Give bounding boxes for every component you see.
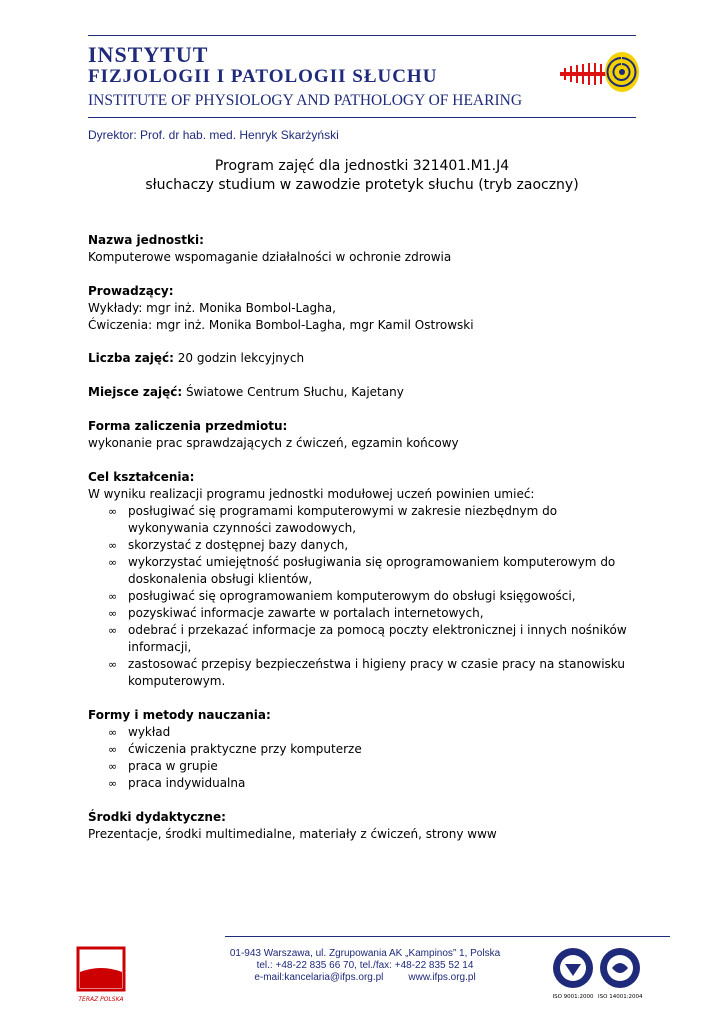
footer-contact	[220, 948, 510, 984]
list-item	[88, 758, 636, 775]
bullet-icon: ∞	[108, 556, 118, 569]
program-subtitle: słuchaczy studium w zawodzie protetyk słuchu (tryb zaoczny)	[145, 177, 579, 193]
place-value: Światowe Centrum Słuchu, Kajetany	[182, 385, 404, 399]
list-item	[88, 588, 636, 605]
footer-email-web	[220, 972, 510, 984]
section-heading: Formy i metody nauczania:	[88, 708, 271, 722]
institute-title-line2: FIZJOLOGII I PATOLOGII SŁUCHU	[88, 66, 438, 87]
footer-web: www.ifps.org.pl	[408, 972, 476, 983]
section-instructors	[88, 283, 636, 334]
section-place	[88, 384, 636, 401]
list-item-text: pozyskiwać informacje zawarte w portalach internetowych,	[128, 606, 484, 620]
section-heading: Środki dydaktyczne:	[88, 810, 226, 824]
iso-14001-label: ISO 14001:2004	[598, 994, 643, 1000]
bullet-icon: ∞	[108, 743, 118, 756]
institute-title-line1: INSTYTUT	[88, 42, 209, 67]
program-title: Program zajęć dla jednostki 321401.M1.J4	[214, 158, 510, 174]
bullet-icon: ∞	[108, 505, 118, 518]
ear-logo-icon	[560, 52, 639, 92]
footer-address: 01-943 Warszawa, ul. Zgrupowania AK „Kampinos” 1, Polska	[229, 948, 501, 959]
section-heading: Liczba zajęć:	[88, 351, 174, 365]
iso-14001-badge	[598, 946, 642, 1006]
iso-9001-badge	[551, 946, 595, 1006]
section-heading: Prowadzący:	[88, 284, 174, 298]
institute-logo	[560, 50, 642, 98]
assessment-value: wykonanie prac sprawdzających z ćwiczeń, egzamin końcowy	[88, 436, 459, 450]
exercises-instructor: Ćwiczenia: mgr inż. Monika Bombol-Lagha, mgr Kamil Ostrowski	[88, 318, 474, 332]
list-item-text: posługiwać się oprogramowaniem komputerowym do obsługi księgowości,	[128, 589, 576, 603]
teraz-polska-text: TERAZ POLSKA	[78, 996, 124, 1003]
iso-9001-label: ISO 9001:2000	[552, 994, 594, 1000]
bullet-icon: ∞	[108, 539, 118, 552]
bullet-icon: ∞	[108, 760, 118, 773]
bullet-icon: ∞	[108, 658, 118, 671]
section-assessment	[88, 418, 636, 452]
iso-registered-seal-icon	[598, 946, 642, 990]
list-item	[88, 622, 636, 656]
director-line: Dyrektor: Prof. dr hab. med. Henryk Skarżyński	[88, 128, 339, 142]
unit-name-value: Komputerowe wspomaganie działalności w ochronie zdrowia	[88, 250, 452, 264]
list-item-text: wykorzystać umiejętność posługiwania się oprogramowaniem komputerowym do doskonalenia obsługi klientów,	[128, 555, 616, 586]
footer-phone: tel.: +48-22 835 66 70, tel./fax: +48-22 835 52 14	[256, 960, 474, 971]
section-tools	[88, 809, 636, 843]
hours-value: 20 godzin lekcyjnych	[173, 351, 305, 365]
section-hours	[88, 350, 636, 367]
bullet-icon: ∞	[108, 777, 118, 790]
teraz-polska-logo	[76, 946, 126, 1006]
goal-intro: W wyniku realizacji programu jednostki modułowej uczeń powinien umieć:	[88, 487, 535, 501]
list-item-text: posługiwać się programami komputerowymi w zakresie niezbędnym do wykonywania czynności zawodowych,	[128, 504, 558, 535]
tools-value: Prezentacje, środki multimedialne, materiały z ćwiczeń, strony www	[88, 827, 497, 841]
bullet-icon: ∞	[108, 726, 118, 739]
header-bottom-rule	[88, 117, 636, 118]
list-item	[88, 741, 636, 758]
section-heading: Miejsce zajęć:	[88, 385, 183, 399]
list-item	[88, 605, 636, 622]
list-item	[88, 775, 636, 792]
institute-title-english: INSTITUTE OF PHYSIOLOGY AND PATHOLOGY OF HEARING	[88, 92, 523, 109]
list-item-text: skorzystać z dostępnej bazy danych,	[128, 538, 349, 552]
section-heading: Forma zaliczenia przedmiotu:	[88, 419, 288, 433]
list-item	[88, 656, 636, 690]
list-item-text: odebrać i przekazać informacje za pomocą poczty elektronicznej i innych nośników informacji,	[128, 623, 627, 654]
list-item-text: praca w grupie	[128, 759, 218, 773]
list-item	[88, 554, 636, 588]
list-item	[88, 537, 636, 554]
section-unit-name	[88, 232, 636, 266]
list-item-text: wykład	[128, 725, 171, 739]
list-item-text: zastosować przepisy bezpieczeństwa i higieny pracy w czasie pracy na stanowisku komputerowym.	[128, 657, 625, 688]
footer-rule	[225, 936, 670, 937]
list-item-text: ćwiczenia praktyczne przy komputerze	[128, 742, 362, 756]
section-methods	[88, 707, 636, 792]
section-heading: Nazwa jednostki:	[88, 233, 204, 247]
list-item-text: praca indywidualna	[128, 776, 246, 790]
lectures-instructor: Wykłady: mgr inż. Monika Bombol-Lagha,	[88, 301, 336, 315]
bullet-icon: ∞	[108, 590, 118, 603]
bullet-icon: ∞	[108, 607, 118, 620]
section-goal	[88, 469, 636, 690]
footer-email: e-mail:kancelaria@ifps.org.pl	[254, 972, 384, 983]
section-heading: Cel kształcenia:	[88, 470, 195, 484]
list-item	[88, 724, 636, 741]
header-top-rule	[88, 35, 636, 36]
teraz-polska-emblem-icon	[76, 946, 126, 992]
list-item	[88, 503, 636, 537]
bullet-icon: ∞	[108, 624, 118, 637]
iso-registered-seal-icon	[551, 946, 595, 990]
